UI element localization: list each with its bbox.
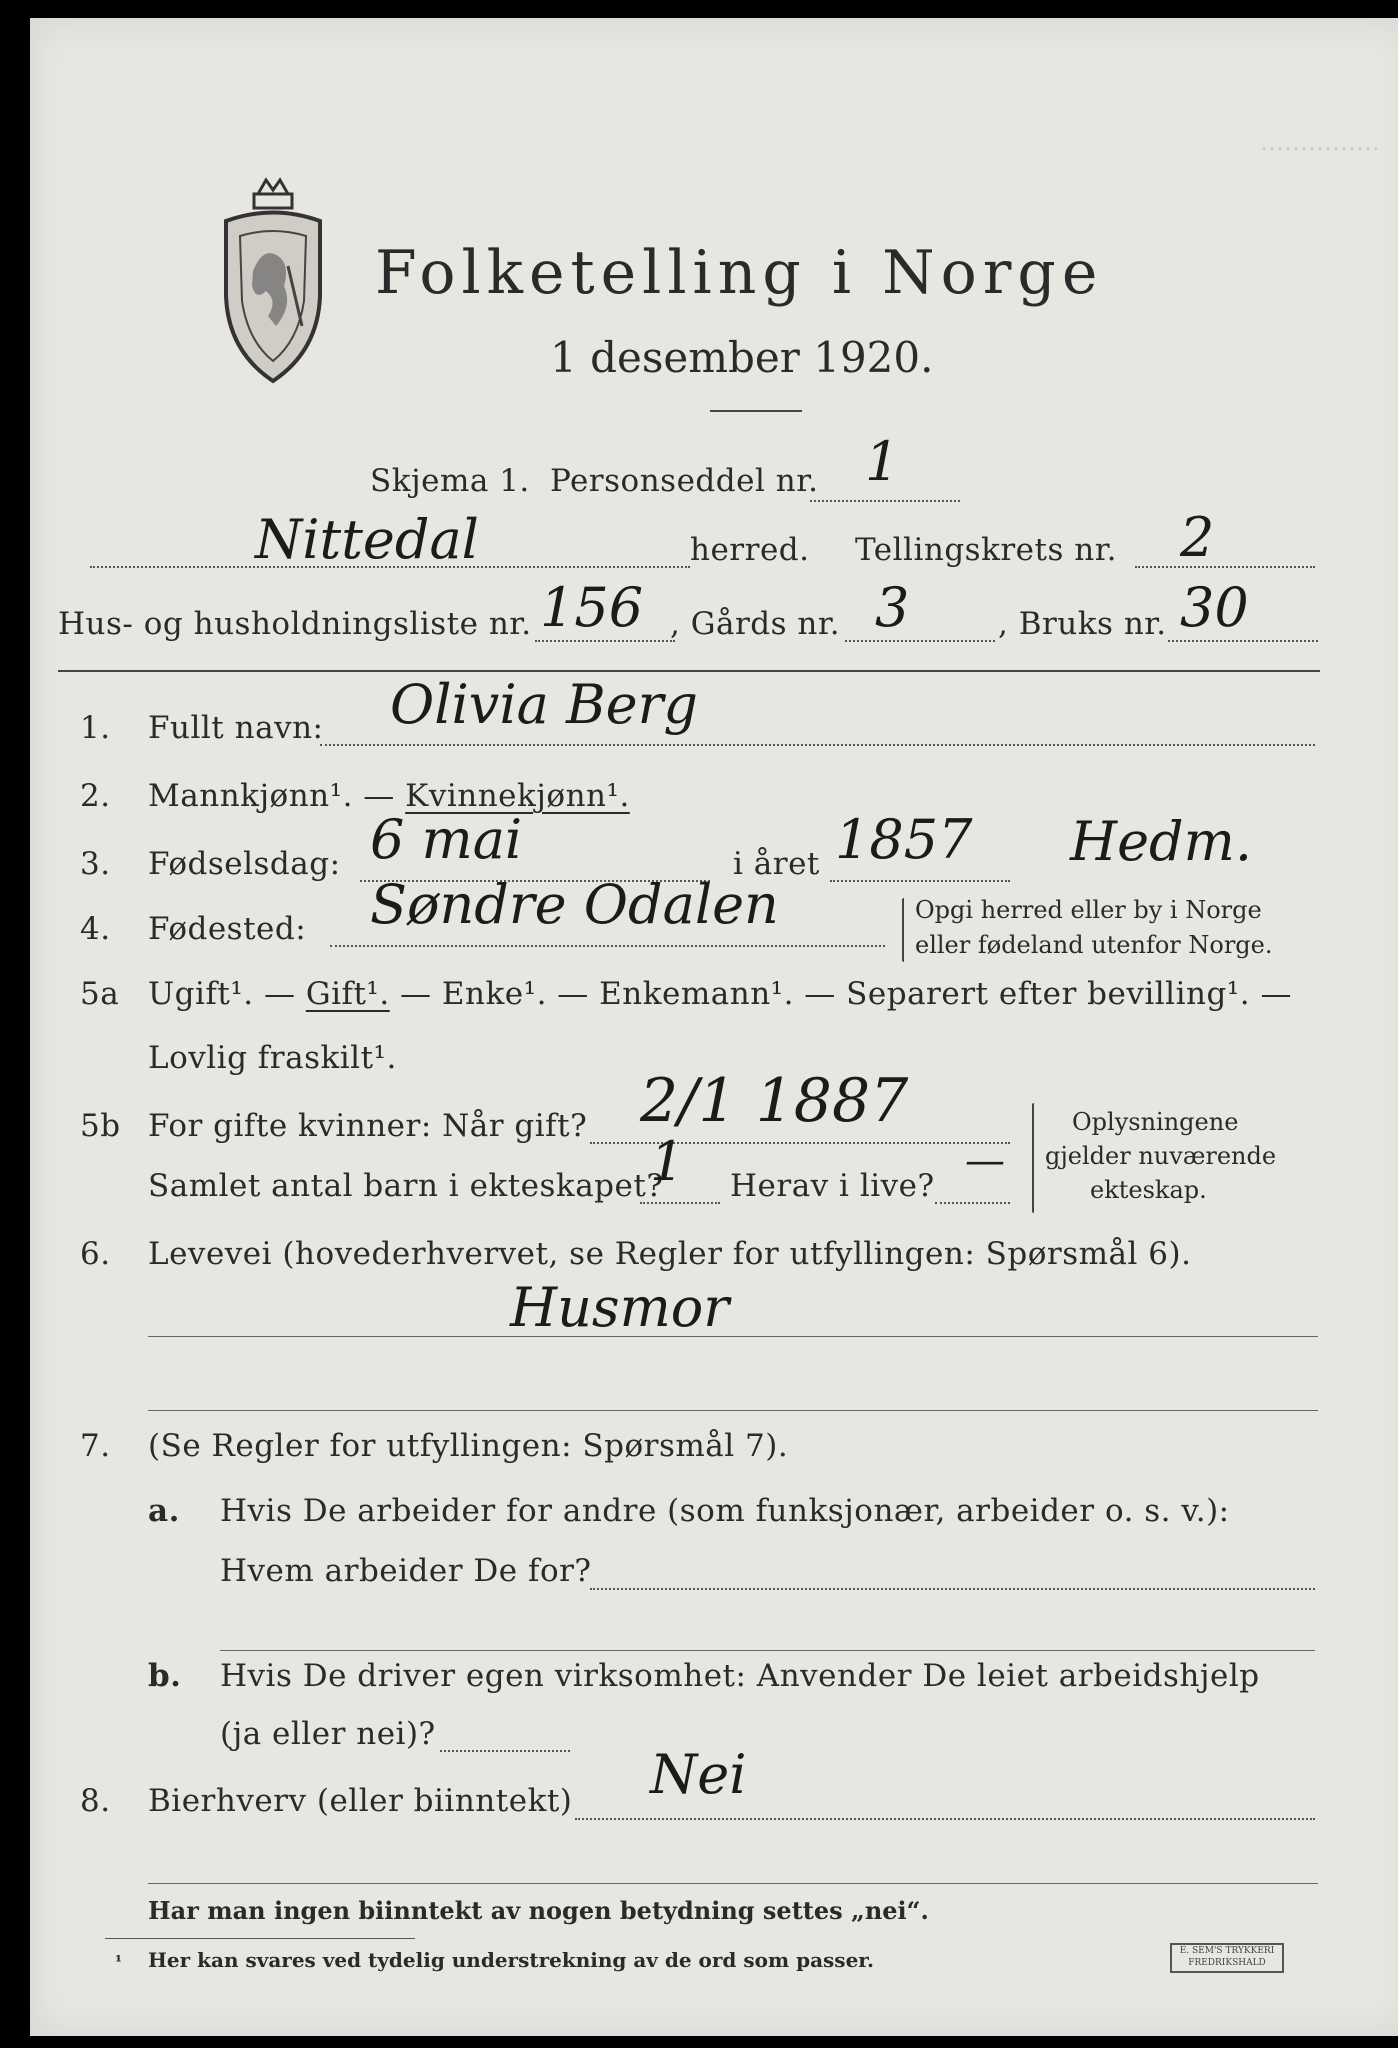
q5a-number: 5a xyxy=(80,976,120,1012)
q8-number: 8. xyxy=(80,1783,111,1819)
q3-year-line xyxy=(830,880,1010,882)
q8-line2 xyxy=(148,1883,1318,1884)
personseddel-label: Personseddel nr. xyxy=(550,463,819,499)
q7a-text: Hvis De arbeider for andre (som funksjonær, arbeider o. s. v.): xyxy=(220,1493,1230,1529)
q5b-barn-label: Samlet antal barn i ekteskapet? xyxy=(148,1168,664,1204)
q5b-value: 2/1 1887 xyxy=(640,1066,909,1136)
q4-number: 4. xyxy=(80,911,111,947)
q5b-label: For gifte kvinner: Når gift? xyxy=(148,1108,588,1144)
q2-sep: — xyxy=(352,778,406,814)
q5b-brace xyxy=(1032,1103,1034,1213)
bruks-label: , Bruks nr. xyxy=(998,606,1167,642)
printer-stamp xyxy=(1170,1943,1284,1973)
q4-note2: eller fødeland utenfor Norge. xyxy=(915,931,1273,959)
q1-line xyxy=(320,744,1315,746)
q2-mann: Mannkjønn¹. xyxy=(148,778,353,814)
q2-kvinne: Kvinnekjønn¹. xyxy=(405,778,630,814)
q7a-text2: Hvem arbeider De for? xyxy=(220,1553,592,1589)
q5b-number: 5b xyxy=(80,1108,121,1144)
q6-line2 xyxy=(148,1410,1318,1411)
footnote-rule xyxy=(105,1938,415,1939)
personseddel-value: 1 xyxy=(865,430,900,493)
q5b-live-value: — xyxy=(965,1138,1005,1184)
personseddel-line xyxy=(810,500,960,502)
q7b-number: b. xyxy=(148,1658,182,1694)
q7a-line2 xyxy=(220,1650,1315,1651)
q7a-line xyxy=(590,1588,1315,1590)
q5a-line2: Lovlig fraskilt¹. xyxy=(148,1040,397,1076)
husholdning-line xyxy=(535,640,675,642)
census-form xyxy=(30,18,1398,2036)
gards-value: 3 xyxy=(875,576,910,639)
bleed-through: …………… xyxy=(1260,128,1380,156)
footnote-mark: ¹ xyxy=(115,1952,123,1971)
q6-value: Husmor xyxy=(510,1276,730,1339)
bruks-value: 30 xyxy=(1180,576,1249,639)
husholdning-value: 156 xyxy=(540,576,644,639)
q3-label: Fødselsdag: xyxy=(148,846,341,882)
q5b-note2: gjelder nuværende xyxy=(1045,1142,1277,1170)
q5b-note1: Oplysningene xyxy=(1072,1108,1239,1136)
q7b-text: Hvis De driver egen virksomhet: Anvender De leiet arbeidshjelp xyxy=(220,1658,1260,1694)
q8-line xyxy=(575,1818,1315,1820)
q4-note1: Opgi herred eller by i Norge xyxy=(915,896,1262,924)
q5a-text xyxy=(148,976,1292,1012)
tellingskrets-line xyxy=(1135,566,1315,568)
q4-line xyxy=(330,945,885,947)
tellingskrets-label: Tellingskrets nr. xyxy=(855,532,1117,568)
q5b-barn-line xyxy=(640,1202,720,1204)
q5b-barn-value: 1 xyxy=(650,1130,685,1193)
gards-line xyxy=(845,640,995,642)
q7b-text2: (ja eller nei)? xyxy=(220,1716,436,1752)
q3-value: 6 mai xyxy=(370,808,523,871)
coat-of-arms-icon xyxy=(218,176,328,386)
footer-note: Har man ingen biinntekt av nogen betydning settes „nei“. xyxy=(148,1896,929,1925)
q1-value: Olivia Berg xyxy=(390,673,698,736)
q3-extra: Hedm. xyxy=(1070,810,1252,873)
q6-line1 xyxy=(148,1336,1318,1337)
footnote-text: Her kan svares ved tydelig understrekning av de ord som passer. xyxy=(148,1948,874,1972)
q5b-live-label: Herav i live? xyxy=(730,1168,935,1204)
q3-number: 3. xyxy=(80,846,111,882)
herred-label: herred. xyxy=(690,532,810,568)
header-rule xyxy=(58,670,1320,672)
q8-value: Nei xyxy=(650,1743,747,1806)
q4-value: Søndre Odalen xyxy=(370,873,779,936)
form-title: Folketelling i Norge xyxy=(375,238,1104,308)
q4-label: Fødested: xyxy=(148,911,307,947)
q5a-rest: — Enke¹. — Enkemann¹. — Separert efter bevilling¹. — xyxy=(389,976,1292,1012)
q1-label: Fullt navn: xyxy=(148,710,324,746)
tellingskrets-value: 2 xyxy=(1180,506,1215,569)
q6-label: Levevei (hovederhvervet, se Regler for utfyllingen: Spørsmål 6). xyxy=(148,1236,1192,1272)
q8-label: Bierhverv (eller biinntekt) xyxy=(148,1783,573,1819)
q5b-live-line xyxy=(935,1202,1010,1204)
husholdning-label: Hus- og husholdningsliste nr. xyxy=(58,606,532,642)
q7-number: 7. xyxy=(80,1428,111,1464)
stamp-line2: FREDRIKSHALD xyxy=(1188,1958,1266,1968)
schema-label: Skjema 1. xyxy=(370,463,530,499)
q5b-note3: ekteskap. xyxy=(1090,1176,1207,1204)
herred-value: Nittedal xyxy=(255,508,479,571)
census-date: 1 desember 1920. xyxy=(550,333,934,382)
q5a-gift: Gift¹. xyxy=(305,976,390,1012)
q1-number: 1. xyxy=(80,710,111,746)
stamp-line1: E. SEM'S TRYKKERI xyxy=(1179,1946,1275,1956)
q7a-number: a. xyxy=(148,1493,180,1529)
q2-number: 2. xyxy=(80,778,111,814)
q3-year-value: 1857 xyxy=(835,808,973,871)
q3-year-label: i året xyxy=(733,846,820,882)
bruks-line xyxy=(1168,640,1318,642)
q4-brace xyxy=(902,898,904,962)
q5a-ugift: Ugift¹. — xyxy=(148,976,306,1012)
q6-number: 6. xyxy=(80,1236,111,1272)
title-divider xyxy=(710,410,802,412)
q7b-line xyxy=(440,1750,570,1752)
gards-label: , Gårds nr. xyxy=(670,606,841,642)
q7-label: (Se Regler for utfyllingen: Spørsmål 7). xyxy=(148,1428,789,1464)
